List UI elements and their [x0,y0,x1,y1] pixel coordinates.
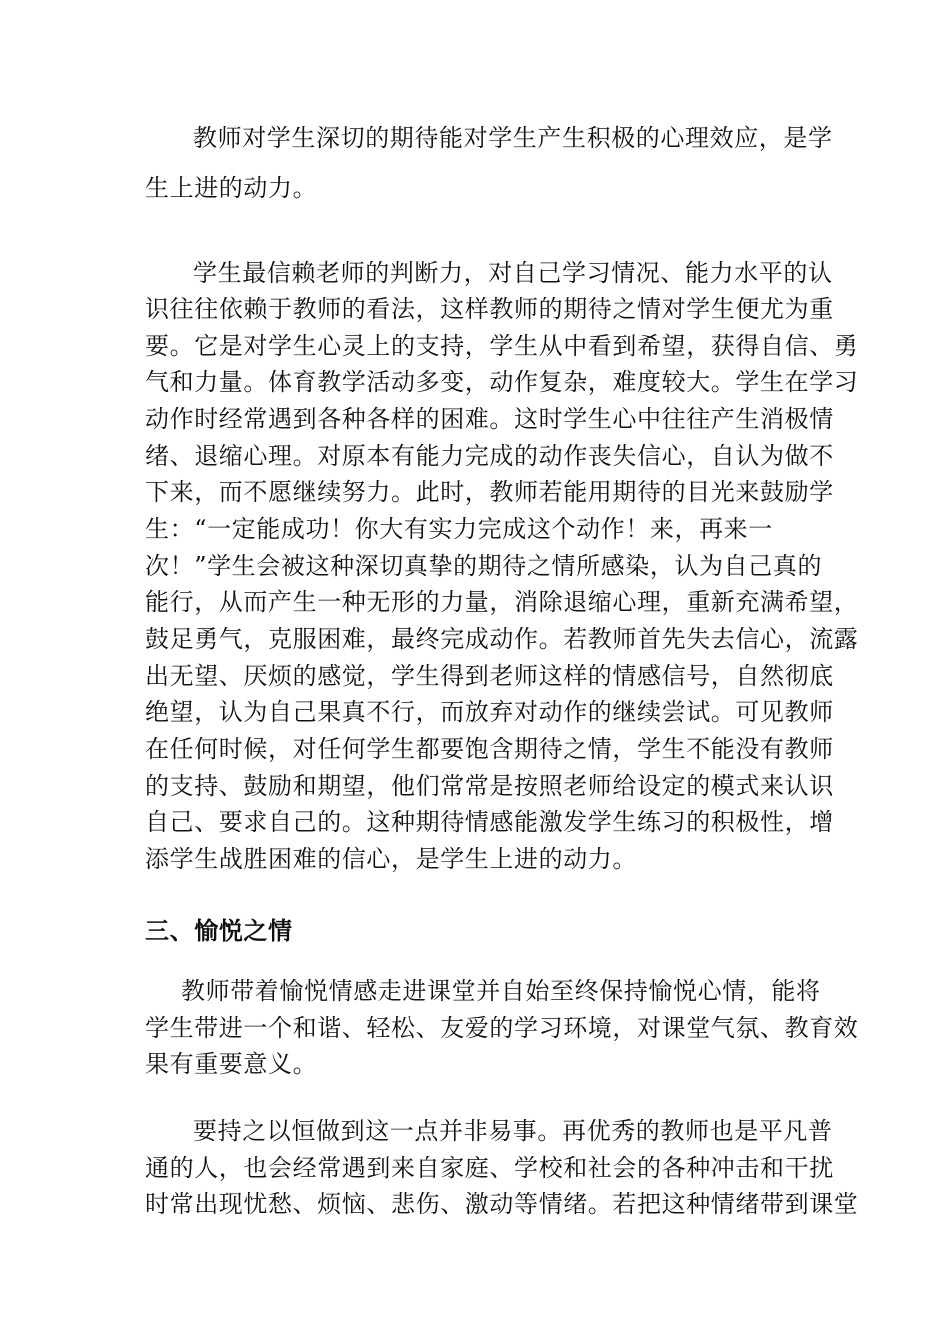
paragraph-2-line-2: 识往往依赖于教师的看法，这样教师的期待之情对学生便尤为重 [145,295,834,323]
paragraph-2-line-4: 气和力量。体育教学活动多变，动作复杂，难度较大。学生在学习 [145,368,859,396]
paragraph-2-line-6: 绪、退缩心理。对原本有能力完成的动作丧失信心，自认为做不 [145,442,834,470]
paragraph-3-line-3: 果有重要意义。 [145,1050,318,1078]
paragraph-1-line-1: 教师对学生深切的期待能对学生产生积极的心理效应，是学 [193,124,833,152]
paragraph-3-line-2: 学生带进一个和谐、轻松、友爱的学习环境，对课堂气氛、教育效 [145,1014,859,1042]
paragraph-2-line-1: 学生最信赖老师的判断力，对自己学习情况、能力水平的认 [193,259,833,287]
paragraph-2-line-13: 绝望，认为自己果真不行，而放弃对动作的继续尝试。可见教师 [145,698,834,726]
paragraph-2-line-12: 出无望、厌烦的感觉，学生得到老师这样的情感信号，自然彻底 [145,662,834,690]
paragraph-2-line-11: 鼓足勇气，克服困难，最终完成动作。若教师首先失去信心，流露 [145,625,859,653]
paragraph-3-line-1: 教师带着愉悦情感走进课堂并自始至终保持愉悦心情，能将 [181,977,821,1005]
paragraph-2-line-3: 要。它是对学生心灵上的支持，学生从中看到希望，获得自信、勇 [145,332,859,360]
paragraph-1-line-2: 生上进的动力。 [145,174,318,202]
paragraph-2-line-9: 次！”学生会被这种深切真挚的期待之情所感染，认为自己真的 [145,552,823,580]
paragraph-4-line-3: 时常出现忧愁、烦恼、悲伤、激动等情绪。若把这种情绪带到课堂 [145,1190,859,1218]
paragraph-2-line-15: 的支持、鼓励和期望，他们常常是按照老师给设定的模式来认识 [145,772,834,800]
paragraph-2-line-7: 下来，而不愿继续努力。此时，教师若能用期待的目光来鼓励学 [145,478,834,506]
paragraph-2-line-17: 添学生战胜困难的信心，是学生上进的动力。 [145,845,637,873]
section-heading: 三、愉悦之情 [145,916,293,945]
paragraph-2-line-10: 能行，从而产生一种无形的力量，消除退缩心理，重新充满希望， [145,588,859,616]
paragraph-4-line-1: 要持之以恒做到这一点并非易事。再优秀的教师也是平凡普 [193,1117,833,1145]
paragraph-2-line-16: 自己、要求自己的。这种期待情感能激发学生练习的积极性，增 [145,808,834,836]
paragraph-2-line-8: 生：“一定能成功！你大有实力完成这个动作！来，再来一 [145,515,773,543]
paragraph-4-line-2: 通的人，也会经常遇到来自家庭、学校和社会的各种冲击和干扰 [145,1154,834,1182]
paragraph-2-line-5: 动作时经常遇到各种各样的困难。这时学生心中往往产生消极情 [145,405,834,433]
paragraph-2-line-14: 在任何时候，对任何学生都要饱含期待之情，学生不能没有教师 [145,735,834,763]
